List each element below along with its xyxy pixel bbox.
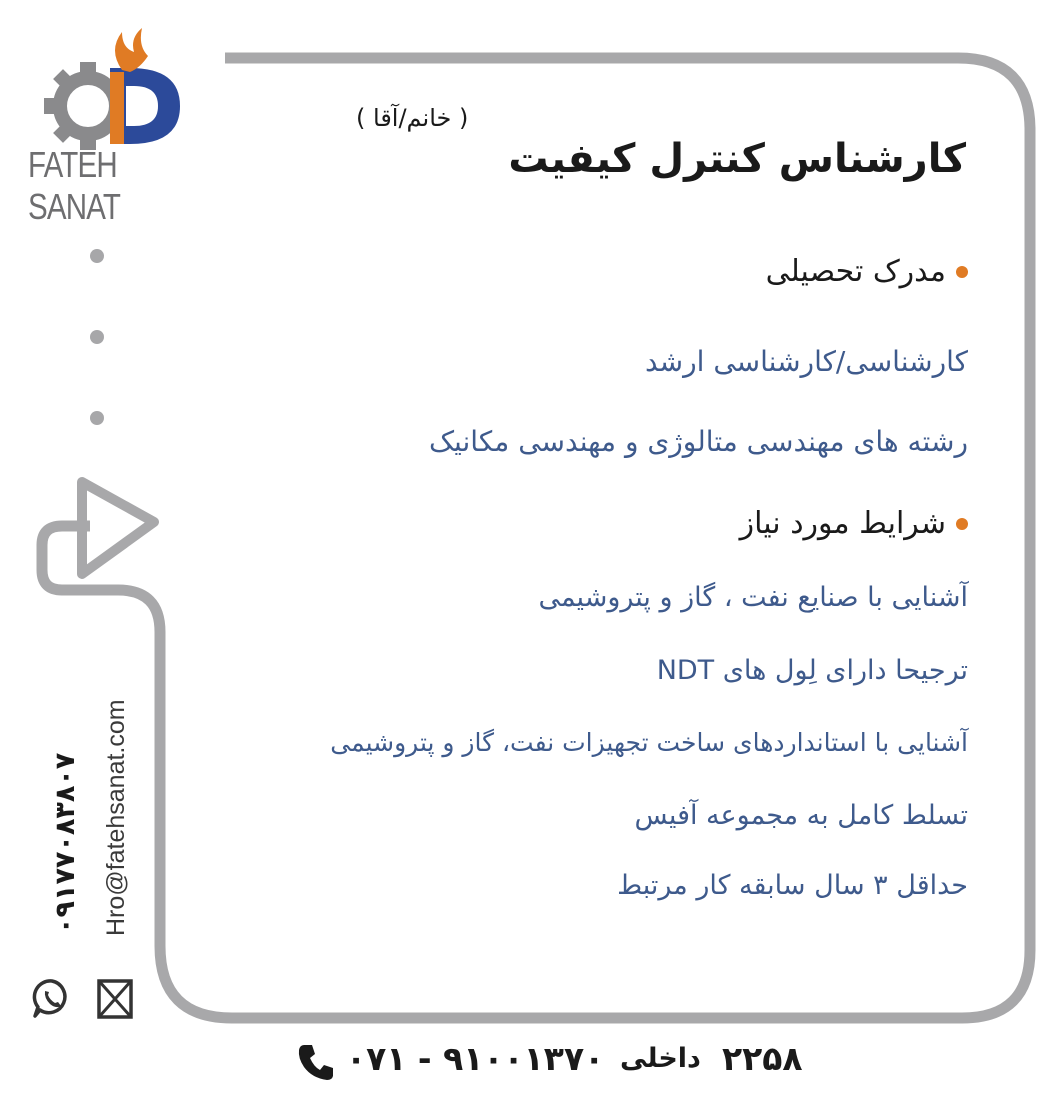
bullet-icon: [956, 266, 968, 278]
phone-icon: [296, 1041, 336, 1081]
list-item: آشنایی با صنایع نفت ، گاز و پتروشیمی: [538, 582, 968, 613]
brand-wordmark: FATEH SANAT: [28, 144, 121, 227]
list-item: حداقل ۳ سال سابقه کار مرتبط: [617, 870, 968, 901]
mail-icon[interactable]: [96, 978, 134, 1020]
list-item: آشنایی با استانداردهای ساخت تجهیزات نفت، گاز و پتروشیمی: [330, 728, 968, 757]
footer: [0, 1033, 1058, 1093]
decor-dot: [90, 411, 104, 425]
contact-email[interactable]: Hro@fatehsanat.com: [102, 699, 130, 936]
section-heading-education: [766, 254, 968, 289]
whatsapp-icon[interactable]: [30, 976, 74, 1020]
job-title: کارشناس کنترل کیفیت: [508, 136, 966, 182]
footer-phone[interactable]: ۰۷۱ - ۹۱۰۰۱۳۷۰: [346, 1039, 605, 1078]
decor-dot: [90, 330, 104, 344]
footer-extension: ۲۲۵۸: [722, 1039, 803, 1078]
list-item: رشته های مهندسی متالوژی و مهندسی مکانیک: [429, 425, 968, 458]
list-item: تسلط کامل به مجموعه آفیس: [634, 800, 968, 831]
play-arrow-icon: [82, 482, 154, 574]
section-heading-label: مدرک تحصیلی: [765, 254, 946, 289]
gender-note: ( خانم/آقا ): [356, 104, 469, 132]
contact-phone[interactable]: ۰۹۱۷۷۰۸۳۸۰۷: [50, 752, 81, 934]
bullet-icon: [956, 518, 968, 530]
decor-dot: [90, 249, 104, 263]
list-item: کارشناسی/کارشناسی ارشد: [644, 345, 968, 378]
section-heading-label: شرایط مورد نیاز: [739, 506, 946, 541]
footer-extension-label: داخلی: [620, 1043, 701, 1074]
gear-icon: [44, 62, 116, 150]
section-heading-requirements: [740, 506, 968, 541]
list-item: ترجیحا دارای لِول های NDT: [656, 655, 968, 686]
